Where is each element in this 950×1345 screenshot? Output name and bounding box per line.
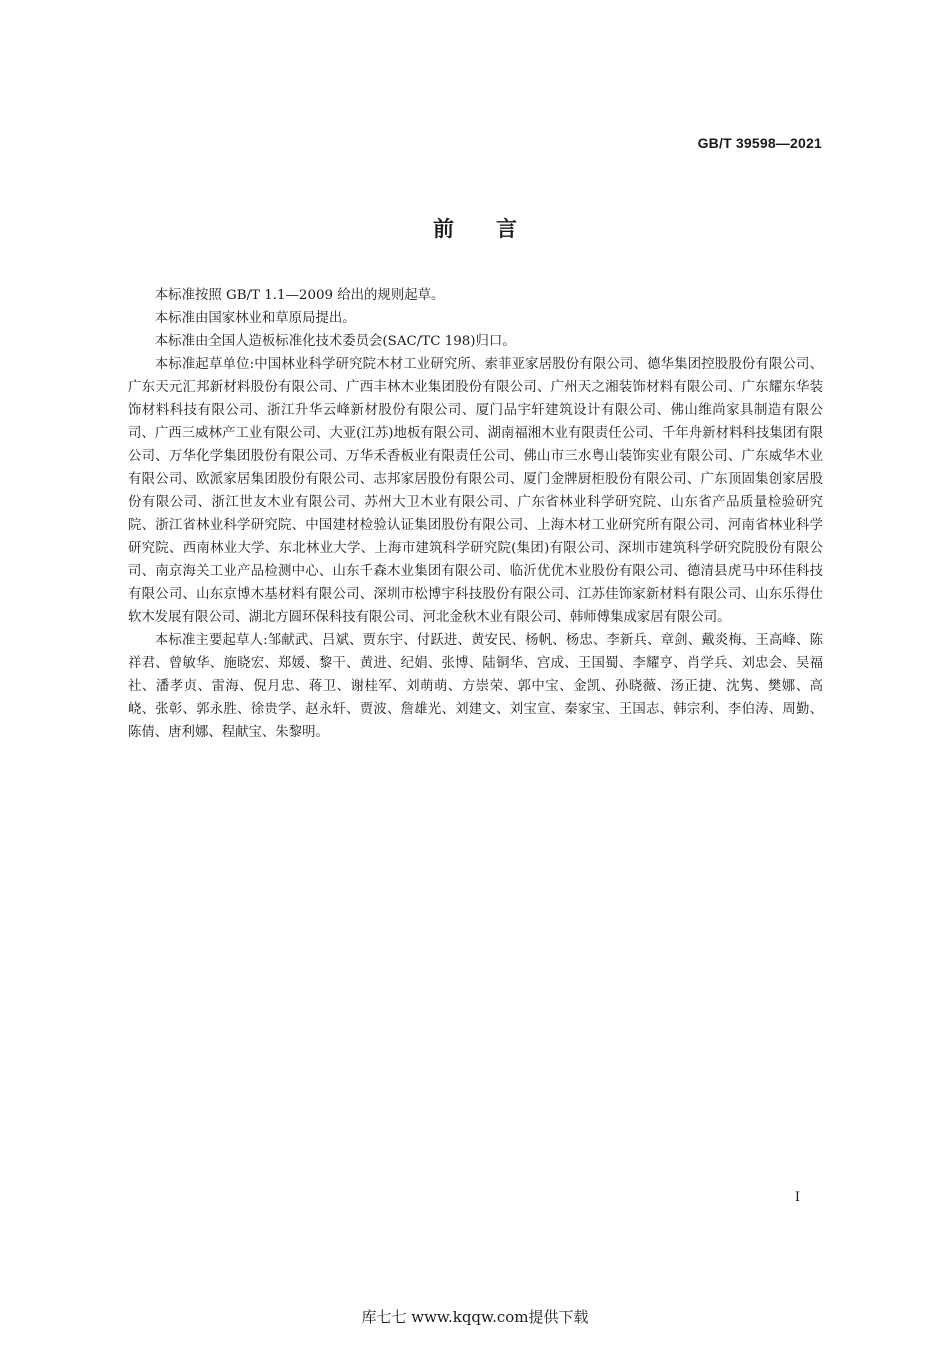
foreword-content [128,284,823,744]
standard-number: GB/T 39598—2021 [697,135,822,151]
paragraph-technical-committee: 本标准由全国人造板标准化技术委员会(SAC/TC 198)归口。 [154,334,516,349]
page-title: 前言 [433,217,559,241]
footer-watermark: 库七七 www.kqqw.com提供下载 [361,1308,589,1326]
paragraph-drafting-units: 本标准起草单位:中国林业科学研究院木材工业研究所、索菲亚家居股份有限公司、德华集团控股股份有限公司、广东天元汇邦新材料股份有限公司、广西丰林木业集团股份有限公司、广州天之湘装饰材料有限公司、广东耀东华装饰材料科技有限公司、浙江升华云峰新材股份有限公司、厦门品宇轩建筑设计有限公司、佛山维尚家具制造有限公司、广西三威林产工业有限公司、大亚(江苏)地板有限公司、湖南福湘木业有限责任公司、千年舟新材料科技集团有限公司、万华化学集团股份有限公司、万华禾香板业有限责任公司、佛山市三水粤山装饰实业有限公司、广东威华木业有限公司、欧派家居集团股份有限公司、志邦家居股份有限公司、厦门金牌厨柜股份有限公司、广东顶固集创家居股份有限公司、浙江世友木业有限公司、苏州大卫木业有限公司、广东省林业科学研究院、山东省产品质量检验研究院、浙江省林业科学研究院、中国建材检验认证集团股份有限公司、上海木材工业研究所有限公司、河南省林业科学研究院、西南林业大学、东北林业大学、上海市建筑科学研究院(集团)有限公司、深圳市建筑科学研究院股份有限公司、南京海关工业产品检测中心、山东千森木业集团有限公司、临沂优优木业股份有限公司、德清县虎马中环佳科技有限公司、山东京博木基材料有限公司、深圳市松博宇科技股份有限公司、江苏佳饰家新材料有限公司、山东乐得仕软木发展有限公司、湖北方圆环保科技有限公司、河北金秋木业有限公司、韩师傅集成家居有限公司。 [128,357,823,625]
paragraph-drafters: 本标准主要起草人:邹献武、吕斌、贾东宇、付跃进、黄安民、杨帆、杨忠、李新兵、章剑、戴炎梅、王高峰、陈祥君、曾敏华、施晓宏、郑媛、黎干、黄进、纪娟、张博、陆铜华、宫成、王国蜀、李耀亨、肖学兵、刘忠会、吴福社、潘孝贞、雷海、倪月忠、蒋卫、谢桂军、刘萌萌、方崇荣、郭中宝、金凯、孙晓薇、汤正捷、沈隽、樊娜、高峣、张彰、郭永胜、徐贵学、赵永轩、贾波、詹雄光、刘建文、刘宝宣、秦家宝、王国志、韩宗利、李伯涛、周勤、陈倩、唐利娜、程献宝、朱黎明。 [128,633,823,740]
page-number: I [794,1190,800,1205]
paragraph-proposer: 本标准由国家林业和草原局提出。 [154,311,356,326]
paragraph-drafting-rules: 本标准按照 GB/T 1.1—2009 给出的规则起草。 [154,288,445,303]
